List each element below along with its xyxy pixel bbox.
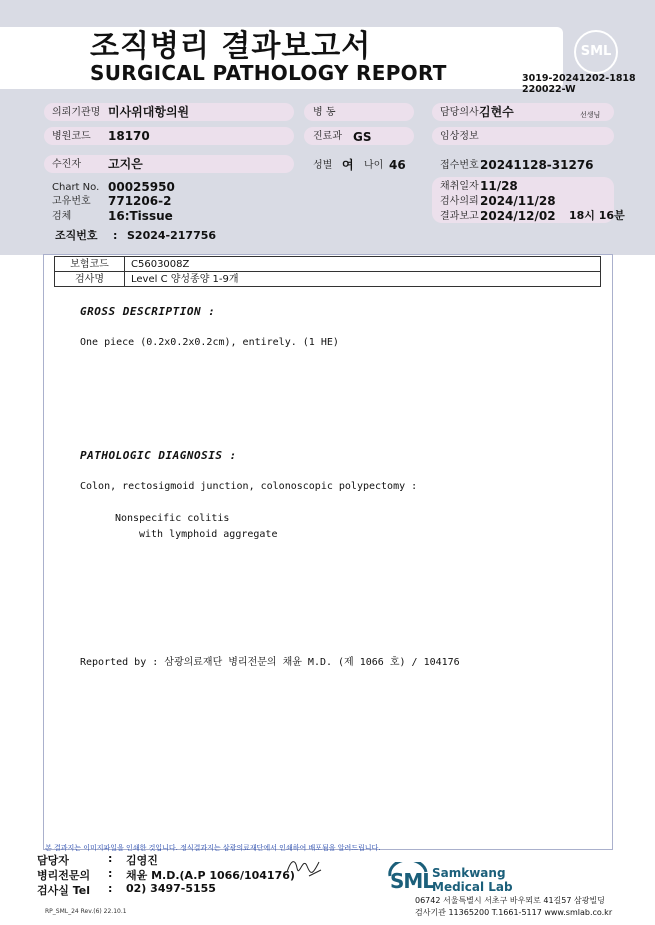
- hospital-code-label: 병원코드: [52, 131, 91, 142]
- unique-no-value: 771206-2: [108, 194, 172, 208]
- chart-no-value: 00025950: [108, 180, 175, 194]
- staff-label: 담당자: [37, 854, 69, 867]
- gross-text: One piece (0.2x0.2x0.2cm), entirely. (1 HE): [80, 337, 339, 348]
- clinical-label: 임상정보: [440, 131, 479, 142]
- doctor-label: 담당의사: [440, 107, 479, 118]
- report-number-line1: 3019-20241202-1818: [522, 73, 636, 84]
- doctor-value: 김현수: [479, 105, 514, 119]
- result-date-label: 결과보고: [440, 211, 479, 222]
- table-row: [55, 272, 601, 287]
- insurance-code-value: C5603008Z: [125, 257, 601, 272]
- lab-tel-label: 검사실 Tel: [37, 884, 90, 897]
- report-title-korean: 조직병리 결과보고서: [90, 29, 372, 64]
- tissue-no-value: S2024-217756: [127, 229, 217, 242]
- patient-label: 수진자: [52, 159, 81, 170]
- table-row: [55, 257, 601, 272]
- test-name-value: Level C 양성종양 1-9개: [125, 272, 601, 287]
- diagnosis-site: Colon, rectosigmoid junction, colonoscopic polypectomy :: [80, 481, 418, 492]
- collect-date-value: 11/28: [480, 179, 518, 193]
- report-number-line2: 220022-W: [522, 84, 576, 95]
- sex-label: 성별: [313, 160, 333, 171]
- lab-tel-value: 02) 3497-5155: [126, 882, 216, 895]
- patient-value: 고지은: [108, 157, 143, 171]
- diagnosis-line2: with lymphoid aggregate: [139, 529, 278, 540]
- lab-contact: 검사기관 11365200 T.1661-5117 www.smlab.co.kr: [415, 908, 613, 917]
- dept-value: GS: [353, 130, 372, 144]
- lab-address: 06742 서울특별시 서초구 바우뫼로 41길57 삼광빌딩: [415, 896, 605, 905]
- pathologist-label: 병리전문의: [37, 869, 91, 882]
- tissue-no-label: 조직번호: [55, 229, 98, 242]
- lab-logo-text: SML: [390, 869, 435, 893]
- diagnosis-line1: Nonspecific colitis: [115, 513, 230, 524]
- lab-tel-colon: :: [108, 882, 113, 895]
- age-label: 나이: [364, 160, 384, 171]
- insurance-table: [54, 256, 601, 287]
- doctor-suffix: 선생님: [580, 111, 601, 119]
- receipt-value: 20241128-31276: [480, 158, 594, 172]
- hospital-value: 미사위대항의원: [108, 105, 190, 119]
- specimen-label: 검체: [52, 211, 72, 222]
- result-date-value: 2024/12/02: [480, 209, 556, 223]
- pathologist-value: 채윤 M.D.(A.P 1066/104176): [126, 869, 295, 882]
- report-title-english: SURGICAL PATHOLOGY REPORT: [90, 61, 447, 85]
- tissue-no-colon: :: [113, 229, 118, 242]
- specimen-value: 16:Tissue: [108, 209, 173, 223]
- signature-icon: [283, 850, 325, 880]
- disclaimer-notice: 본 결과지는 이미지파일을 인쇄한 것입니다. 정식결과지는 삼광의료재단에서 인쇄하여 배포됨을 알려드립니다.: [45, 844, 381, 852]
- reported-by: Reported by : 삼광의료재단 병리전문의 채윤 M.D. (제 1066 호) / 104176: [80, 657, 460, 668]
- pathologist-colon: :: [108, 867, 113, 880]
- result-time-value: 18시 16분: [569, 209, 625, 222]
- ward-label: 병 동: [313, 107, 336, 118]
- collect-date-label: 채취일자: [440, 181, 479, 192]
- hospital-label: 의뢰기관명: [52, 107, 101, 118]
- lab-name-line2: Medical Lab: [432, 880, 513, 894]
- staff-colon: :: [108, 852, 113, 865]
- chart-no-label: Chart No.: [52, 182, 100, 193]
- request-date-label: 검사의뢰: [440, 196, 479, 207]
- dept-label: 진료과: [313, 131, 342, 142]
- test-name-label: 검사명: [55, 272, 125, 287]
- patient-pill: [44, 155, 294, 173]
- request-date-value: 2024/11/28: [480, 194, 556, 208]
- age-value: 46: [389, 158, 406, 172]
- sml-logo-icon: SML: [574, 30, 618, 74]
- form-code: RP_SML_24 Rev.(6) 22.10.1: [45, 908, 127, 915]
- staff-value: 김영진: [126, 854, 158, 867]
- sex-value: 여: [342, 158, 354, 172]
- receipt-label: 접수번호: [440, 160, 479, 171]
- report-number: [522, 73, 636, 95]
- unique-no-label: 고유번호: [52, 196, 91, 207]
- insurance-code-label: 보험코드: [55, 257, 125, 272]
- gross-heading: GROSS DESCRIPTION :: [80, 305, 216, 318]
- hospital-code-value: 18170: [108, 129, 150, 143]
- diagnosis-heading: PATHOLOGIC DIAGNOSIS :: [80, 449, 237, 462]
- lab-name-line1: Samkwang: [432, 866, 506, 880]
